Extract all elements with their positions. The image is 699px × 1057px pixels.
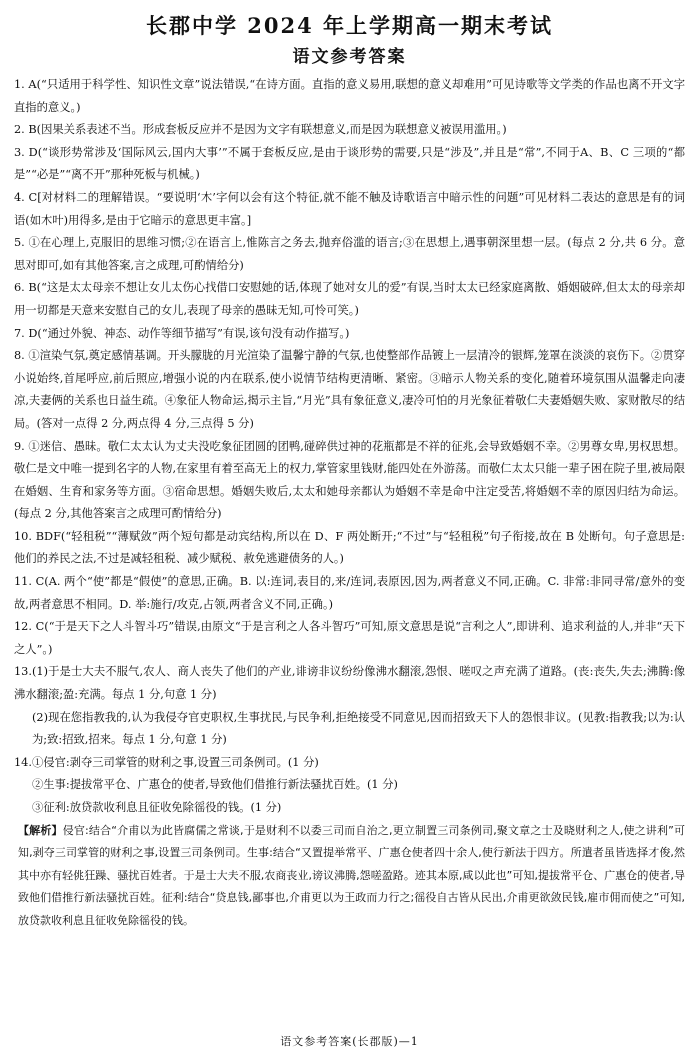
answer-9: 9. ①迷信、愚昧。敬仁太太认为丈夫没吃象征团圆的团鸭,碰碎供过神的花瓶都是不祥的征兆,会导致婚姻不幸。②男尊女卑,男权思想。敬仁是文中唯一提到名字的人物,在家里有着至高无上的权力,掌管家里钱财,能四处在外游荡。而敬仁太太只能一辈子困在院子里,被局限在婚姻、生育和家务等方面。③宿命思想。婚姻失败后,太太和她母亲都认为婚姻不幸是命中注定受苦,将婚姻不幸的原因归结为命运。(每点 2 分,其他答案言之成理可酌情给分) (14, 439, 685, 521)
answer-5: 5. ①在心理上,克服旧的思维习惯;②在语言上,惟陈言之务去,抛弃俗滥的语言;③在思想上,遇事朝深里想一层。(每点 2 分,共 6 分。意思对即可,如有其他答案,言之成理,可酌情给分) (14, 236, 685, 272)
answer-8: 8. ①渲染气氛,奠定感情基调。开头朦胧的月光渲染了温馨宁静的气氛,也使整部作品镀上一层清冷的银辉,笼罩在淡淡的哀伤下。②贯穿小说始终,首尾呼应,前后照应,增强小说的内在联系,使小说情节结构更清晰、紧密。③暗示人物关系的变化,随着环境氛围从温馨走向凄凉,夫妻俩的关系也日益生疏。④象征人物命运,揭示主旨,“月光”具有象征意义,凄冷可怕的月光象征着敬仁夫妻婚姻失败、家财散尽的结局。(答对一点得 2 分,两点得 4 分,三点得 5 分) (14, 349, 685, 430)
answer-3: 3. D(“谈形势常涉及‘国际风云,国内大事’”不属于套板反应,是由于谈形势的需要,只是“涉及”,并且是“常”,不同于A、B、C 三项的“都是”“必是”“离不开”那种死板与机械。) (14, 145, 685, 182)
page-footer: 语文参考答案(长郡版)—1 (280, 1035, 419, 1048)
answer-11: 11. C(A. 两个“使”都是“假使”的意思,正确。B. 以:连词,表目的,来/连词,表原因,因为,两者意义不同,正确。C. 非常:非同寻常/意外的变故,两者意思不相同。D. 举:施行/攻克,占领,两者含义不同,正确。) (14, 575, 685, 611)
answer-14-part-3: ③征利:放贷款收利息且征收免除徭役的钱。(1 分) (32, 801, 282, 814)
answer-14-part-2: ②生事:提拔常平仓、广惠仓的使者,导致他们借推行新法骚扰百姓。(1 分) (32, 778, 398, 792)
page-subtitle: 语文参考答案 (292, 47, 407, 67)
answer-2: 2. B(因果关系表述不当。形成套板反应并不是因为文字有联想意义,而是因为联想意义被误用滥用。) (14, 123, 507, 137)
answer-1: 1. A(“只适用于科学性、知识性文章”说法错误,“在诗方面。直指的意义易用,联想的意义却难用”可见诗歌等文学类的作品也离不开文字直指的意义。) (14, 78, 685, 114)
answer-10: 10. BDF(“轻租税”“薄赋敛”两个短句都是动宾结构,所以在 D、F 两处断开;“不过”与“轻租税”句子衔接,故在 B 处断句。句子意思是:他们的养民之法,不过是减轻租税、减少赋税、赦免逃避债务的人。) (14, 529, 685, 566)
answer-14-part-1 (14, 752, 685, 775)
answer-list (14, 74, 685, 933)
analysis-text: 侵官:结合“介甫以为此皆腐儒之常谈,于是财利不以委三司而自治之,更立制置三司条例司,聚文章之士及晓财利之人,使之讲利”可知,剥夺三司掌管的财利之事,设置三司条例司。生事:结合“又置提举常平、广惠仓使者四十余人,使行新法于四方。所遣者虽皆选择才俊,然其中亦有轻佻狂躁、骚扰百姓者。于是士大夫不服,农商丧业,谤议沸腾,怨嗟盈路。迹其本原,咸以此也”可知,提拔常平仓、广惠仓的使者,导致他们借推行新法骚扰百姓。征利:结合“贷息钱,鄙事也,介甫更以为王政而力行之;徭役自古皆从民出,介甫更欲敛民钱,雇市佣而使之”可知,放贷款收利息且征收免除徭役的钱。 (18, 823, 686, 927)
answer-13-number: 13. (14, 665, 32, 679)
answer-14-number: 14. (14, 755, 32, 769)
page-title: 长郡中学 2024 年上学期高一期末考试 (145, 13, 554, 38)
answer-14-part-1-text: ①侵官:剥夺三司掌管的财利之事,设置三司条例司。(1 分) (31, 755, 319, 769)
answer-4: 4. C[对材料二的理解错误。“要说明‘木’字何以会有这个特征,就不能不触及诗歌语言中暗示性的问题”可见材料二表达的意思是有的词语(如木叶)用得多,是由于它暗示的意思更丰富。] (14, 190, 685, 227)
answer-13-part-1 (14, 661, 685, 706)
answer-6: 6. B(“这是太太母亲不想让女儿太伤心找借口安慰她的话,体现了她对女儿的爱”有误,当时太太已经家庭离散、婚姻破碎,但太太的母亲却用一切都是天意来安慰自己的女儿,表现了母亲的愚昧无知,可怜可笑。) (14, 281, 685, 317)
answer-13-part-2: (2)现在您指教我的,认为我侵夺官吏职权,生事扰民,与民争利,拒绝接受不同意见,因而招致天下人的怨恨非议。(见教:指教我;以为:认为;致:招致,招来。每点 1 分,句意 1 分) (32, 710, 685, 747)
answer-14-analysis (18, 820, 685, 933)
answer-13-part-1-text: (1)于是士大夫不服气,农人、商人丧失了他们的产业,诽谤非议纷纷像沸水翻滚,怨恨、嗟叹之声充满了道路。(丧:丧失,失去;沸腾:像沸水翻滚;盈:充满。每点 1 分,句意 1 分) (14, 665, 685, 702)
analysis-tag: 【解析】 (18, 823, 63, 837)
answer-12: 12. C(“于是天下之人斗智斗巧”错误,由原文“于是言利之人各斗智巧”可知,原文意思是说“言利之人”,即讲利、追求利益的人,并非“天下之人”。) (14, 620, 685, 656)
answer-7: 7. D(“通过外貌、神态、动作等细节描写”有误,该句没有动作描写。) (14, 326, 350, 340)
